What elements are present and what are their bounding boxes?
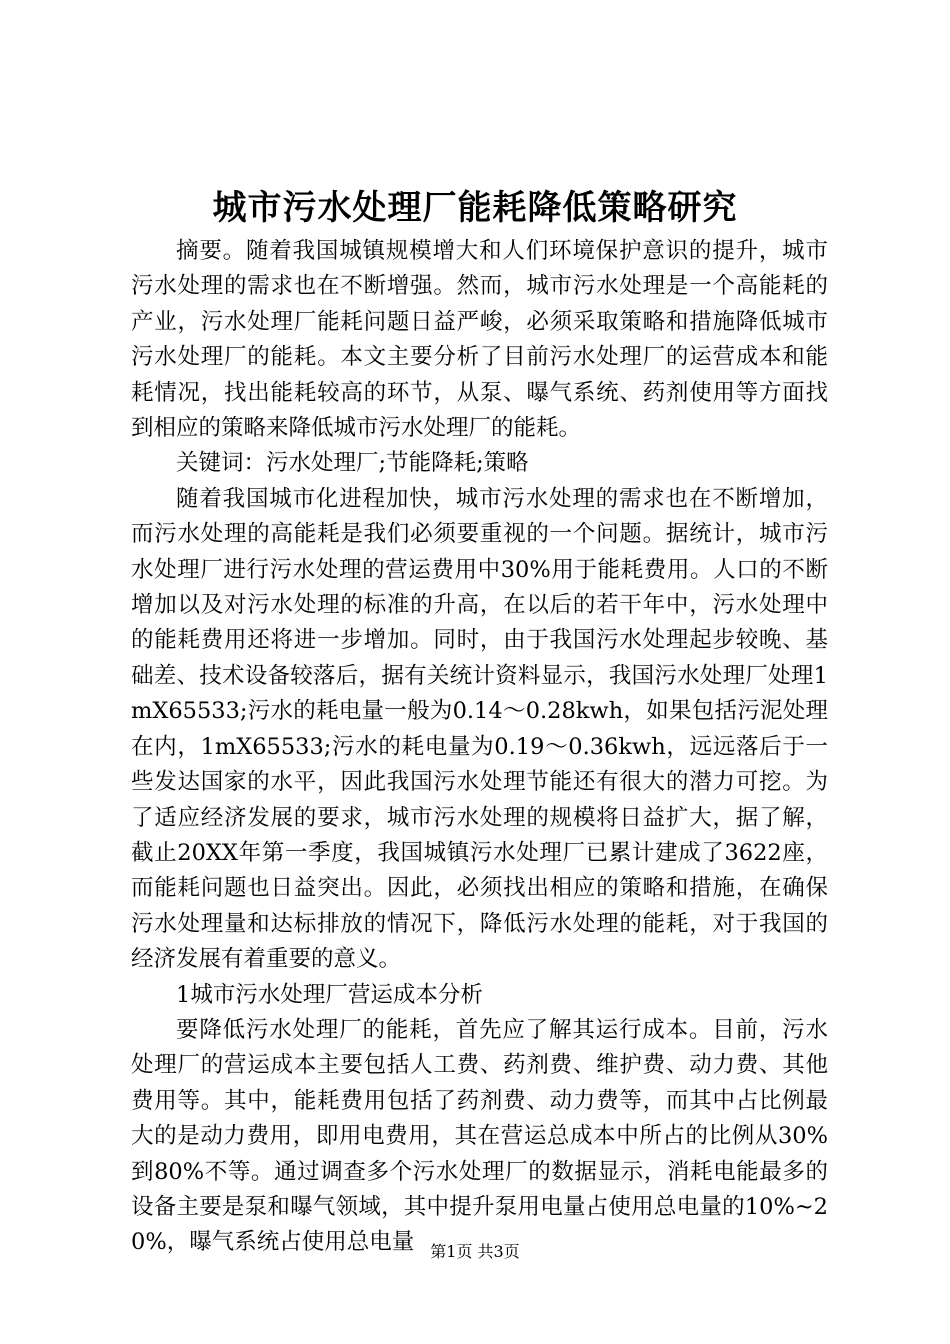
section-paragraph: 要降低污水处理厂的能耗，首先应了解其运行成本。目前，污水处理厂的营运成本主要包括人工费、药剂费、维护费、动力费、其他费用等。其中，能耗费用包括了药剂费、动力费等，而其中占比例最大的是动力费用，即用电费用，其在营运总成本中所占的比例从30%到80%不等。通过调查多个污水处理厂的数据显示，消耗电能最多的设备主要是泵和曝气领域，其中提升泵用电量占使用总电量的10%~20%，曝气系统占使用总电量 [131,1016,828,1256]
document-title: 城市污水处理厂能耗降低策略研究 [212,188,738,228]
abstract-paragraph: 摘要。随着我国城镇规模增大和人们环境保护意识的提升，城市污水处理的需求也在不断增强。然而，城市污水处理是一个高能耗的产业，污水处理厂能耗问题日益严峻，必须采取策略和措施降低城市污水处理厂的能耗。本文主要分析了目前污水处理厂的运营成本和能耗情况，找出能耗较高的环节，从泵、曝气系统、药剂使用等方面找到相应的策略来降低城市污水处理厂的能耗。 [131,238,828,442]
keywords-paragraph: 关键词：污水处理厂;节能降耗;策略 [176,450,529,477]
document-body [131,234,828,1261]
page-footer: 第1页 共3页 [430,1242,520,1261]
intro-paragraph: 随着我国城市化进程加快，城市污水处理的需求也在不断增加，而污水处理的高能耗是我们必须要重视的一个问题。据统计，城市污水处理厂进行污水处理的营运费用中30%用于能耗费用。人口的不断增加以及对污水处理的标准的升高，在以后的若干年中，污水处理中的能耗费用还将进一步增加。同时，由于我国污水处理起步较晚、基础差、技术设备较落后，据有关统计资料显示，我国污水处理厂处理1mX65533;污水的耗电量一般为0.14～0.28kwh，如果包括污泥处理在内，1mX65533;污水的耗电量为0.19～0.36kwh，远远落后于一些发达国家的水平，因此我国污水处理节能还有很大的潜力可挖。为了适应经济发展的要求，城市污水处理的规模将日益扩大，据了解，截止20XX年第一季度，我国城镇污水处理厂已累计建成了3622座，而能耗问题也日益突出。因此，必须找出相应的策略和措施，在确保污水处理量和达标排放的情况下，降低污水处理的能耗，对于我国的经济发展有着重要的意义。 [131,485,828,973]
section-heading: 1城市污水处理厂营运成本分析 [176,981,483,1008]
